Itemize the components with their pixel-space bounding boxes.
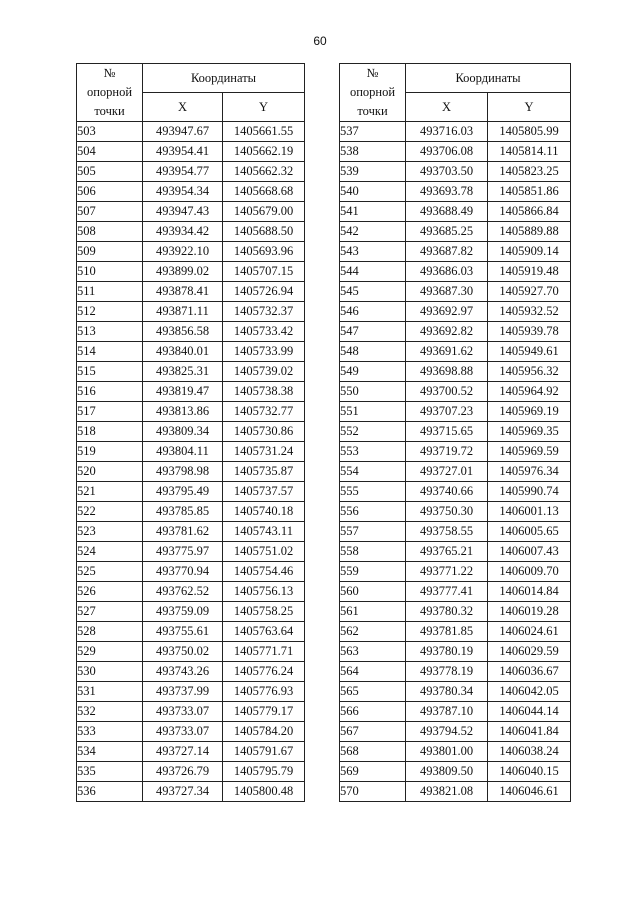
y-coordinate-cell: 1406024.61 bbox=[488, 622, 571, 642]
table-row bbox=[77, 642, 305, 662]
x-coordinate-cell: 493687.82 bbox=[406, 242, 488, 262]
x-coordinate-cell: 493685.25 bbox=[406, 222, 488, 242]
point-number-cell: 565 bbox=[340, 682, 406, 702]
table-row bbox=[340, 382, 571, 402]
y-coordinate-cell: 1405661.55 bbox=[223, 122, 305, 142]
point-number-cell: 522 bbox=[77, 502, 143, 522]
x-coordinate-cell: 493922.10 bbox=[143, 242, 223, 262]
point-number-cell: 539 bbox=[340, 162, 406, 182]
point-number-cell: 533 bbox=[77, 722, 143, 742]
table-row bbox=[340, 242, 571, 262]
y-coordinate-cell: 1405956.32 bbox=[488, 362, 571, 382]
x-coordinate-cell: 493719.72 bbox=[406, 442, 488, 462]
x-coordinate-cell: 493727.34 bbox=[143, 782, 223, 802]
x-coordinate-cell: 493780.34 bbox=[406, 682, 488, 702]
x-coordinate-cell: 493954.77 bbox=[143, 162, 223, 182]
point-number-cell: 534 bbox=[77, 742, 143, 762]
table-row bbox=[340, 502, 571, 522]
x-coordinate-cell: 493743.26 bbox=[143, 662, 223, 682]
x-coordinate-cell: 493686.03 bbox=[406, 262, 488, 282]
x-coordinate-cell: 493813.86 bbox=[143, 402, 223, 422]
table-row bbox=[340, 682, 571, 702]
y-coordinate-cell: 1405756.13 bbox=[223, 582, 305, 602]
y-coordinate-cell: 1405737.57 bbox=[223, 482, 305, 502]
table-row bbox=[340, 202, 571, 222]
x-coordinate-cell: 493771.22 bbox=[406, 562, 488, 582]
x-coordinate-cell: 493758.55 bbox=[406, 522, 488, 542]
x-coordinate-cell: 493785.85 bbox=[143, 502, 223, 522]
x-coordinate-cell: 493801.00 bbox=[406, 742, 488, 762]
y-coordinate-cell: 1405795.79 bbox=[223, 762, 305, 782]
point-number-cell: 530 bbox=[77, 662, 143, 682]
x-coordinate-cell: 493693.78 bbox=[406, 182, 488, 202]
x-coordinate-cell: 493781.62 bbox=[143, 522, 223, 542]
y-coordinate-cell: 1405969.35 bbox=[488, 422, 571, 442]
table-row bbox=[340, 282, 571, 302]
point-number-header: № опорной точки bbox=[340, 64, 406, 122]
coordinates-header: Координаты bbox=[143, 64, 305, 93]
point-number-cell: 536 bbox=[77, 782, 143, 802]
point-number-cell: 566 bbox=[340, 702, 406, 722]
y-coordinate-cell: 1405949.61 bbox=[488, 342, 571, 362]
table-row bbox=[77, 762, 305, 782]
point-number-cell: 504 bbox=[77, 142, 143, 162]
table-row bbox=[340, 222, 571, 242]
table-row bbox=[340, 482, 571, 502]
point-number-cell: 547 bbox=[340, 322, 406, 342]
coordinates-table-left bbox=[76, 63, 305, 802]
table-row bbox=[340, 642, 571, 662]
point-number-cell: 560 bbox=[340, 582, 406, 602]
x-coordinate-cell: 493878.41 bbox=[143, 282, 223, 302]
x-coordinate-cell: 493780.32 bbox=[406, 602, 488, 622]
point-number-cell: 521 bbox=[77, 482, 143, 502]
table-row bbox=[77, 262, 305, 282]
y-coordinate-cell: 1405751.02 bbox=[223, 542, 305, 562]
coordinates-header: Координаты bbox=[406, 64, 571, 93]
table-row bbox=[340, 582, 571, 602]
table-row bbox=[340, 362, 571, 382]
x-coordinate-cell: 493795.49 bbox=[143, 482, 223, 502]
x-coordinate-cell: 493825.31 bbox=[143, 362, 223, 382]
table-row bbox=[77, 542, 305, 562]
point-number-cell: 544 bbox=[340, 262, 406, 282]
y-coordinate-cell: 1406036.67 bbox=[488, 662, 571, 682]
point-number-cell: 563 bbox=[340, 642, 406, 662]
table-row bbox=[77, 302, 305, 322]
point-number-cell: 508 bbox=[77, 222, 143, 242]
y-coordinate-cell: 1405693.96 bbox=[223, 242, 305, 262]
y-coordinate-cell: 1405969.59 bbox=[488, 442, 571, 462]
table-row bbox=[340, 122, 571, 142]
y-coordinate-cell: 1405668.68 bbox=[223, 182, 305, 202]
x-coordinate-cell: 493821.08 bbox=[406, 782, 488, 802]
y-coordinate-cell: 1405726.94 bbox=[223, 282, 305, 302]
y-column-header: Y bbox=[223, 93, 305, 122]
table-row bbox=[340, 182, 571, 202]
x-coordinate-cell: 493716.03 bbox=[406, 122, 488, 142]
x-coordinate-cell: 493804.11 bbox=[143, 442, 223, 462]
x-coordinate-cell: 493856.58 bbox=[143, 322, 223, 342]
point-number-cell: 518 bbox=[77, 422, 143, 442]
table-row bbox=[77, 282, 305, 302]
point-number-cell: 510 bbox=[77, 262, 143, 282]
x-coordinate-cell: 493899.02 bbox=[143, 262, 223, 282]
x-column-header: X bbox=[406, 93, 488, 122]
y-coordinate-cell: 1406001.13 bbox=[488, 502, 571, 522]
x-coordinate-cell: 493778.19 bbox=[406, 662, 488, 682]
y-coordinate-cell: 1405939.78 bbox=[488, 322, 571, 342]
y-coordinate-cell: 1405919.48 bbox=[488, 262, 571, 282]
table-row bbox=[340, 562, 571, 582]
y-coordinate-cell: 1405730.86 bbox=[223, 422, 305, 442]
point-number-cell: 550 bbox=[340, 382, 406, 402]
x-coordinate-cell: 493798.98 bbox=[143, 462, 223, 482]
table-row bbox=[340, 662, 571, 682]
table-row bbox=[77, 182, 305, 202]
table-row bbox=[77, 662, 305, 682]
y-coordinate-cell: 1405889.88 bbox=[488, 222, 571, 242]
y-coordinate-cell: 1405969.19 bbox=[488, 402, 571, 422]
table-row bbox=[77, 622, 305, 642]
x-coordinate-cell: 493750.30 bbox=[406, 502, 488, 522]
table-row bbox=[340, 602, 571, 622]
y-coordinate-cell: 1405866.84 bbox=[488, 202, 571, 222]
x-coordinate-cell: 493765.21 bbox=[406, 542, 488, 562]
x-coordinate-cell: 493809.34 bbox=[143, 422, 223, 442]
x-coordinate-cell: 493770.94 bbox=[143, 562, 223, 582]
y-coordinate-cell: 1405823.25 bbox=[488, 162, 571, 182]
point-number-cell: 553 bbox=[340, 442, 406, 462]
point-number-cell: 542 bbox=[340, 222, 406, 242]
y-coordinate-cell: 1405814.11 bbox=[488, 142, 571, 162]
table-row bbox=[77, 322, 305, 342]
x-coordinate-cell: 493700.52 bbox=[406, 382, 488, 402]
y-coordinate-cell: 1405731.24 bbox=[223, 442, 305, 462]
point-number-cell: 513 bbox=[77, 322, 143, 342]
point-number-cell: 569 bbox=[340, 762, 406, 782]
x-coordinate-cell: 493762.52 bbox=[143, 582, 223, 602]
point-number-cell: 505 bbox=[77, 162, 143, 182]
y-coordinate-cell: 1405800.48 bbox=[223, 782, 305, 802]
table-row bbox=[340, 402, 571, 422]
y-coordinate-cell: 1406044.14 bbox=[488, 702, 571, 722]
coordinates-table-right bbox=[339, 63, 571, 802]
point-number-cell: 556 bbox=[340, 502, 406, 522]
y-coordinate-cell: 1406042.05 bbox=[488, 682, 571, 702]
point-number-cell: 541 bbox=[340, 202, 406, 222]
table-row bbox=[77, 522, 305, 542]
point-number-cell: 517 bbox=[77, 402, 143, 422]
y-coordinate-cell: 1405662.19 bbox=[223, 142, 305, 162]
y-coordinate-cell: 1406019.28 bbox=[488, 602, 571, 622]
x-coordinate-cell: 493819.47 bbox=[143, 382, 223, 402]
x-coordinate-cell: 493706.08 bbox=[406, 142, 488, 162]
y-coordinate-cell: 1405732.37 bbox=[223, 302, 305, 322]
x-coordinate-cell: 493947.67 bbox=[143, 122, 223, 142]
y-coordinate-cell: 1405779.17 bbox=[223, 702, 305, 722]
point-number-cell: 559 bbox=[340, 562, 406, 582]
point-number-cell: 528 bbox=[77, 622, 143, 642]
table-row bbox=[77, 462, 305, 482]
x-coordinate-cell: 493780.19 bbox=[406, 642, 488, 662]
y-coordinate-cell: 1405662.32 bbox=[223, 162, 305, 182]
x-coordinate-cell: 493954.34 bbox=[143, 182, 223, 202]
page-number: 60 bbox=[313, 34, 327, 48]
x-coordinate-cell: 493698.88 bbox=[406, 362, 488, 382]
table-row bbox=[340, 342, 571, 362]
point-number-cell: 568 bbox=[340, 742, 406, 762]
point-number-cell: 540 bbox=[340, 182, 406, 202]
table-row bbox=[77, 442, 305, 462]
table-row bbox=[77, 422, 305, 442]
y-coordinate-cell: 1405776.93 bbox=[223, 682, 305, 702]
y-coordinate-cell: 1405743.11 bbox=[223, 522, 305, 542]
table-row bbox=[340, 162, 571, 182]
x-coordinate-cell: 493727.01 bbox=[406, 462, 488, 482]
y-coordinate-cell: 1405732.77 bbox=[223, 402, 305, 422]
point-number-cell: 514 bbox=[77, 342, 143, 362]
point-number-cell: 562 bbox=[340, 622, 406, 642]
y-coordinate-cell: 1405805.99 bbox=[488, 122, 571, 142]
table-row bbox=[340, 542, 571, 562]
x-coordinate-cell: 493759.09 bbox=[143, 602, 223, 622]
y-coordinate-cell: 1405976.34 bbox=[488, 462, 571, 482]
table-row bbox=[77, 162, 305, 182]
table-row bbox=[77, 122, 305, 142]
x-coordinate-cell: 493781.85 bbox=[406, 622, 488, 642]
table-row bbox=[77, 202, 305, 222]
y-coordinate-cell: 1405707.15 bbox=[223, 262, 305, 282]
y-coordinate-cell: 1405776.24 bbox=[223, 662, 305, 682]
y-coordinate-cell: 1406009.70 bbox=[488, 562, 571, 582]
y-coordinate-cell: 1405909.14 bbox=[488, 242, 571, 262]
table-row bbox=[340, 702, 571, 722]
x-coordinate-cell: 493703.50 bbox=[406, 162, 488, 182]
point-number-cell: 538 bbox=[340, 142, 406, 162]
x-coordinate-cell: 493733.07 bbox=[143, 702, 223, 722]
y-coordinate-cell: 1405771.71 bbox=[223, 642, 305, 662]
y-coordinate-cell: 1405784.20 bbox=[223, 722, 305, 742]
point-number-cell: 529 bbox=[77, 642, 143, 662]
point-number-cell: 537 bbox=[340, 122, 406, 142]
y-coordinate-cell: 1406038.24 bbox=[488, 742, 571, 762]
x-coordinate-cell: 493775.97 bbox=[143, 542, 223, 562]
point-number-cell: 545 bbox=[340, 282, 406, 302]
x-coordinate-cell: 493755.61 bbox=[143, 622, 223, 642]
table-row bbox=[340, 722, 571, 742]
x-coordinate-cell: 493733.07 bbox=[143, 722, 223, 742]
table-row bbox=[340, 442, 571, 462]
table-row bbox=[340, 782, 571, 802]
x-coordinate-cell: 493688.49 bbox=[406, 202, 488, 222]
point-number-cell: 503 bbox=[77, 122, 143, 142]
table-row bbox=[77, 502, 305, 522]
x-coordinate-cell: 493934.42 bbox=[143, 222, 223, 242]
point-number-cell: 564 bbox=[340, 662, 406, 682]
y-coordinate-cell: 1405740.18 bbox=[223, 502, 305, 522]
y-coordinate-cell: 1405688.50 bbox=[223, 222, 305, 242]
y-coordinate-cell: 1406005.65 bbox=[488, 522, 571, 542]
table-row bbox=[340, 322, 571, 342]
table-row bbox=[340, 462, 571, 482]
point-number-cell: 507 bbox=[77, 202, 143, 222]
y-coordinate-cell: 1405851.86 bbox=[488, 182, 571, 202]
table-row bbox=[340, 422, 571, 442]
x-coordinate-cell: 493691.62 bbox=[406, 342, 488, 362]
point-number-cell: 551 bbox=[340, 402, 406, 422]
table-row bbox=[77, 562, 305, 582]
table-row bbox=[340, 302, 571, 322]
y-coordinate-cell: 1406040.15 bbox=[488, 762, 571, 782]
table-row bbox=[77, 342, 305, 362]
y-coordinate-cell: 1406041.84 bbox=[488, 722, 571, 742]
point-number-cell: 561 bbox=[340, 602, 406, 622]
table-row bbox=[77, 482, 305, 502]
point-number-cell: 570 bbox=[340, 782, 406, 802]
table-row bbox=[340, 262, 571, 282]
table-row bbox=[77, 582, 305, 602]
point-number-cell: 532 bbox=[77, 702, 143, 722]
point-number-cell: 554 bbox=[340, 462, 406, 482]
point-number-cell: 549 bbox=[340, 362, 406, 382]
point-number-cell: 509 bbox=[77, 242, 143, 262]
point-number-cell: 511 bbox=[77, 282, 143, 302]
table-row bbox=[77, 222, 305, 242]
table-row bbox=[77, 682, 305, 702]
table-row bbox=[77, 722, 305, 742]
x-coordinate-cell: 493707.23 bbox=[406, 402, 488, 422]
coordinates-table-left-body bbox=[77, 122, 305, 802]
point-number-cell: 526 bbox=[77, 582, 143, 602]
table-row bbox=[77, 602, 305, 622]
x-coordinate-cell: 493947.43 bbox=[143, 202, 223, 222]
table-row bbox=[77, 742, 305, 762]
point-number-cell: 555 bbox=[340, 482, 406, 502]
x-coordinate-cell: 493692.82 bbox=[406, 322, 488, 342]
x-coordinate-cell: 493871.11 bbox=[143, 302, 223, 322]
point-number-cell: 548 bbox=[340, 342, 406, 362]
y-coordinate-cell: 1406046.61 bbox=[488, 782, 571, 802]
point-number-cell: 531 bbox=[77, 682, 143, 702]
y-coordinate-cell: 1405763.64 bbox=[223, 622, 305, 642]
y-coordinate-cell: 1405735.87 bbox=[223, 462, 305, 482]
point-number-cell: 527 bbox=[77, 602, 143, 622]
point-number-cell: 524 bbox=[77, 542, 143, 562]
point-number-cell: 515 bbox=[77, 362, 143, 382]
table-row bbox=[340, 762, 571, 782]
point-number-cell: 567 bbox=[340, 722, 406, 742]
y-coordinate-cell: 1405758.25 bbox=[223, 602, 305, 622]
x-coordinate-cell: 493737.99 bbox=[143, 682, 223, 702]
point-number-cell: 519 bbox=[77, 442, 143, 462]
y-column-header: Y bbox=[488, 93, 571, 122]
x-coordinate-cell: 493787.10 bbox=[406, 702, 488, 722]
y-coordinate-cell: 1405679.00 bbox=[223, 202, 305, 222]
x-coordinate-cell: 493727.14 bbox=[143, 742, 223, 762]
point-number-cell: 525 bbox=[77, 562, 143, 582]
x-coordinate-cell: 493809.50 bbox=[406, 762, 488, 782]
y-coordinate-cell: 1405733.99 bbox=[223, 342, 305, 362]
point-number-header: № опорной точки bbox=[77, 64, 143, 122]
x-coordinate-cell: 493954.41 bbox=[143, 142, 223, 162]
point-number-cell: 557 bbox=[340, 522, 406, 542]
point-number-cell: 506 bbox=[77, 182, 143, 202]
x-coordinate-cell: 493726.79 bbox=[143, 762, 223, 782]
x-coordinate-cell: 493687.30 bbox=[406, 282, 488, 302]
y-coordinate-cell: 1405990.74 bbox=[488, 482, 571, 502]
x-coordinate-cell: 493740.66 bbox=[406, 482, 488, 502]
point-number-cell: 543 bbox=[340, 242, 406, 262]
x-coordinate-cell: 493750.02 bbox=[143, 642, 223, 662]
x-coordinate-cell: 493840.01 bbox=[143, 342, 223, 362]
point-number-cell: 512 bbox=[77, 302, 143, 322]
y-coordinate-cell: 1406007.43 bbox=[488, 542, 571, 562]
table-row bbox=[77, 382, 305, 402]
point-number-cell: 523 bbox=[77, 522, 143, 542]
table-row bbox=[340, 742, 571, 762]
x-coordinate-cell: 493715.65 bbox=[406, 422, 488, 442]
y-coordinate-cell: 1405733.42 bbox=[223, 322, 305, 342]
table-row bbox=[77, 782, 305, 802]
table-row bbox=[340, 522, 571, 542]
point-number-cell: 535 bbox=[77, 762, 143, 782]
table-row bbox=[77, 362, 305, 382]
y-coordinate-cell: 1406014.84 bbox=[488, 582, 571, 602]
x-coordinate-cell: 493777.41 bbox=[406, 582, 488, 602]
table-row bbox=[77, 402, 305, 422]
table-row bbox=[340, 142, 571, 162]
y-coordinate-cell: 1405927.70 bbox=[488, 282, 571, 302]
point-number-cell: 516 bbox=[77, 382, 143, 402]
table-row bbox=[77, 702, 305, 722]
table-row bbox=[77, 242, 305, 262]
y-coordinate-cell: 1405932.52 bbox=[488, 302, 571, 322]
y-coordinate-cell: 1405964.92 bbox=[488, 382, 571, 402]
point-number-cell: 520 bbox=[77, 462, 143, 482]
x-coordinate-cell: 493794.52 bbox=[406, 722, 488, 742]
point-number-cell: 552 bbox=[340, 422, 406, 442]
x-coordinate-cell: 493692.97 bbox=[406, 302, 488, 322]
y-coordinate-cell: 1405739.02 bbox=[223, 362, 305, 382]
point-number-cell: 546 bbox=[340, 302, 406, 322]
point-number-cell: 558 bbox=[340, 542, 406, 562]
y-coordinate-cell: 1405791.67 bbox=[223, 742, 305, 762]
coordinates-table-right-body bbox=[340, 122, 571, 802]
table-row bbox=[77, 142, 305, 162]
y-coordinate-cell: 1405754.46 bbox=[223, 562, 305, 582]
y-coordinate-cell: 1406029.59 bbox=[488, 642, 571, 662]
x-column-header: X bbox=[143, 93, 223, 122]
y-coordinate-cell: 1405738.38 bbox=[223, 382, 305, 402]
table-row bbox=[340, 622, 571, 642]
